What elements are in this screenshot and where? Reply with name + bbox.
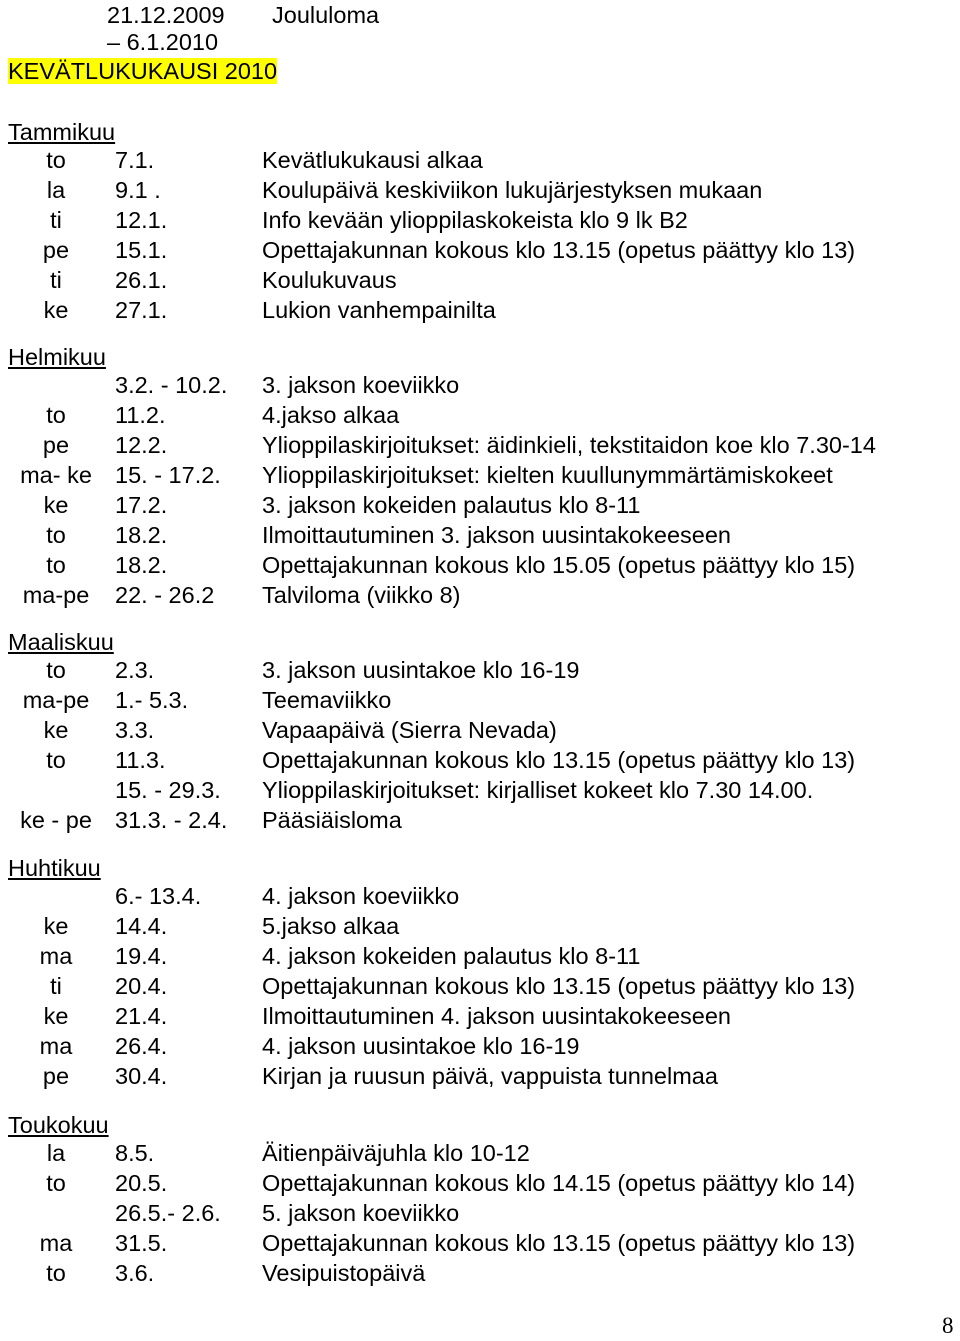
event-row (0, 745, 960, 775)
event-weekday: to (46, 522, 66, 548)
event-description: Opettajakunnan kokous klo 14.15 (opetus päättyy klo 14) (262, 1170, 856, 1196)
event-weekday: ma- ke (20, 462, 92, 488)
event-date: 22. - 26.2 (115, 582, 215, 608)
event-weekday: ma-pe (22, 582, 90, 608)
event-weekday: ke (43, 492, 69, 518)
event-row (0, 655, 960, 685)
event-weekday: to (46, 552, 66, 578)
holiday-date-line1 (107, 0, 225, 30)
event-row (0, 715, 960, 745)
event-date: 1.- 5.3. (115, 687, 189, 713)
event-weekday: pe (42, 1063, 70, 1089)
event-weekday: pe (42, 237, 70, 263)
event-row (0, 580, 960, 610)
event-date: 31.5. (115, 1230, 168, 1256)
event-description: 4. jakson koeviikko (262, 883, 460, 909)
event-date: 26.5.- 2.6. (115, 1200, 221, 1226)
event-description: Ilmoittautuminen 3. jakson uusintakokeeseen (262, 522, 731, 548)
event-row (0, 550, 960, 580)
event-row (0, 370, 960, 400)
event-date: 3.3. (115, 717, 155, 743)
event-row (0, 1031, 960, 1061)
event-description: 3. jakson uusintakoe klo 16-19 (262, 657, 580, 683)
holiday-end-date: – 6.1.2010 (107, 29, 219, 55)
event-weekday: ke (43, 297, 69, 323)
event-description: 4.jakso alkaa (262, 402, 400, 428)
event-row (0, 175, 960, 205)
event-date: 3.2. - 10.2. (115, 372, 228, 398)
event-description: Opettajakunnan kokous klo 13.15 (opetus päättyy klo 13) (262, 237, 856, 263)
event-description: 4. jakson kokeiden palautus klo 8-11 (262, 943, 641, 969)
event-row (0, 490, 960, 520)
event-description: Vesipuistopäivä (262, 1260, 426, 1286)
event-description: 3. jakson koeviikko (262, 372, 460, 398)
event-row (0, 460, 960, 490)
month-heading: Tammikuu (8, 119, 116, 145)
event-description: Ylioppilaskirjoitukset: äidinkieli, tekstitaidon koe klo 7.30-14 (262, 432, 876, 458)
event-description: Talviloma (viikko 8) (262, 582, 461, 608)
event-description: Ylioppilaskirjoitukset: kirjalliset kokeet klo 7.30 14.00. (262, 777, 814, 803)
event-date: 6.- 13.4. (115, 883, 202, 909)
event-row (0, 1198, 960, 1228)
event-weekday: ke - pe (20, 807, 92, 833)
event-date: 7.1. (115, 147, 155, 173)
event-row (0, 1001, 960, 1031)
event-row (0, 265, 960, 295)
month-heading: Helmikuu (8, 344, 106, 370)
event-row (0, 685, 960, 715)
event-weekday: to (46, 402, 66, 428)
event-description: Koulukuvaus (262, 267, 397, 293)
event-description: Vapaapäivä (Sierra Nevada) (262, 717, 557, 743)
event-date: 17.2. (115, 492, 168, 518)
event-description: 5.jakso alkaa (262, 913, 400, 939)
event-date: 21.4. (115, 1003, 168, 1029)
event-date: 20.5. (115, 1170, 168, 1196)
event-date: 18.2. (115, 552, 168, 578)
event-row (0, 235, 960, 265)
event-row (0, 971, 960, 1001)
event-description: Ylioppilaskirjoitukset: kielten kuullunymmärtämiskokeet (262, 462, 833, 488)
event-weekday: ke (43, 913, 69, 939)
event-date: 12.2. (115, 432, 168, 458)
event-description: Äitienpäiväjuhla klo 10-12 (262, 1140, 530, 1166)
event-row (0, 941, 960, 971)
event-description: 3. jakson kokeiden palautus klo 8-11 (262, 492, 641, 518)
event-date: 12.1. (115, 207, 168, 233)
event-description: Kevätlukukausi alkaa (262, 147, 483, 173)
event-row (0, 1168, 960, 1198)
event-description: Pääsiäisloma (262, 807, 402, 833)
event-description: 5. jakson koeviikko (262, 1200, 460, 1226)
event-date: 9.1 . (115, 177, 161, 203)
event-date: 11.2. (115, 402, 166, 428)
event-description: Lukion vanhempainilta (262, 297, 496, 323)
event-weekday: to (46, 1170, 66, 1196)
event-description: Info kevään ylioppilaskokeista klo 9 lk B2 (262, 207, 688, 233)
event-weekday: ma (39, 943, 73, 969)
page-number: 8 (942, 1313, 954, 1338)
event-row (0, 430, 960, 460)
event-weekday: ma (39, 1033, 73, 1059)
event-row (0, 520, 960, 550)
event-description: Opettajakunnan kokous klo 13.15 (opetus päättyy klo 13) (262, 973, 856, 999)
event-date: 30.4. (115, 1063, 168, 1089)
event-date: 8.5. (115, 1140, 155, 1166)
term-title (8, 56, 277, 86)
event-row (0, 1061, 960, 1091)
event-description: Ilmoittautuminen 4. jakson uusintakokeeseen (262, 1003, 731, 1029)
month-heading: Toukokuu (8, 1112, 109, 1138)
event-date: 26.1. (115, 267, 168, 293)
event-date: 15. - 29.3. (115, 777, 221, 803)
event-weekday: ke (43, 717, 69, 743)
event-date: 27.1. (115, 297, 168, 323)
event-weekday: ma-pe (22, 687, 90, 713)
event-weekday: ke (43, 1003, 69, 1029)
event-weekday: to (46, 1260, 66, 1286)
event-date: 11.3. (115, 747, 166, 773)
event-description: Teemaviikko (262, 687, 392, 713)
event-row (0, 1228, 960, 1258)
event-date: 14.4. (115, 913, 168, 939)
event-weekday: ti (50, 207, 62, 233)
event-description: Koulupäivä keskiviikon lukujärjestyksen mukaan (262, 177, 763, 203)
event-weekday: la (46, 177, 66, 203)
event-description: Opettajakunnan kokous klo 13.15 (opetus päättyy klo 13) (262, 747, 856, 773)
event-row (0, 1138, 960, 1168)
event-weekday: ti (50, 973, 62, 999)
event-row (0, 881, 960, 911)
event-weekday: to (46, 657, 66, 683)
event-row (0, 805, 960, 835)
event-date: 20.4. (115, 973, 168, 999)
event-weekday: pe (42, 432, 70, 458)
event-weekday: la (46, 1140, 66, 1166)
event-date: 15. - 17.2. (115, 462, 221, 488)
event-date: 19.4. (115, 943, 168, 969)
event-date: 2.3. (115, 657, 155, 683)
event-row (0, 400, 960, 430)
event-weekday: to (46, 147, 66, 173)
event-row (0, 775, 960, 805)
event-row (0, 911, 960, 941)
event-description: Kirjan ja ruusun päivä, vappuista tunnelmaa (262, 1063, 718, 1089)
event-row (0, 295, 960, 325)
event-description: Opettajakunnan kokous klo 15.05 (opetus päättyy klo 15) (262, 552, 856, 578)
event-weekday: to (46, 747, 66, 773)
term-title-text: KEVÄTLUKUKAUSI 2010 (8, 58, 278, 84)
event-date: 15.1. (115, 237, 168, 263)
event-row (0, 145, 960, 175)
holiday-name: Joululoma (272, 2, 380, 28)
event-weekday: ti (50, 267, 62, 293)
event-weekday: ma (39, 1230, 73, 1256)
holiday-start-date: 21.12.2009 (107, 2, 225, 28)
month-heading: Maaliskuu (8, 629, 114, 655)
event-row (0, 1258, 960, 1288)
event-date: 3.6. (115, 1260, 155, 1286)
event-date: 26.4. (115, 1033, 168, 1059)
month-heading: Huhtikuu (8, 855, 101, 881)
event-row (0, 205, 960, 235)
event-description: Opettajakunnan kokous klo 13.15 (opetus päättyy klo 13) (262, 1230, 856, 1256)
event-description: 4. jakson uusintakoe klo 16-19 (262, 1033, 580, 1059)
event-date: 31.3. - 2.4. (115, 807, 228, 833)
event-date: 18.2. (115, 522, 168, 548)
